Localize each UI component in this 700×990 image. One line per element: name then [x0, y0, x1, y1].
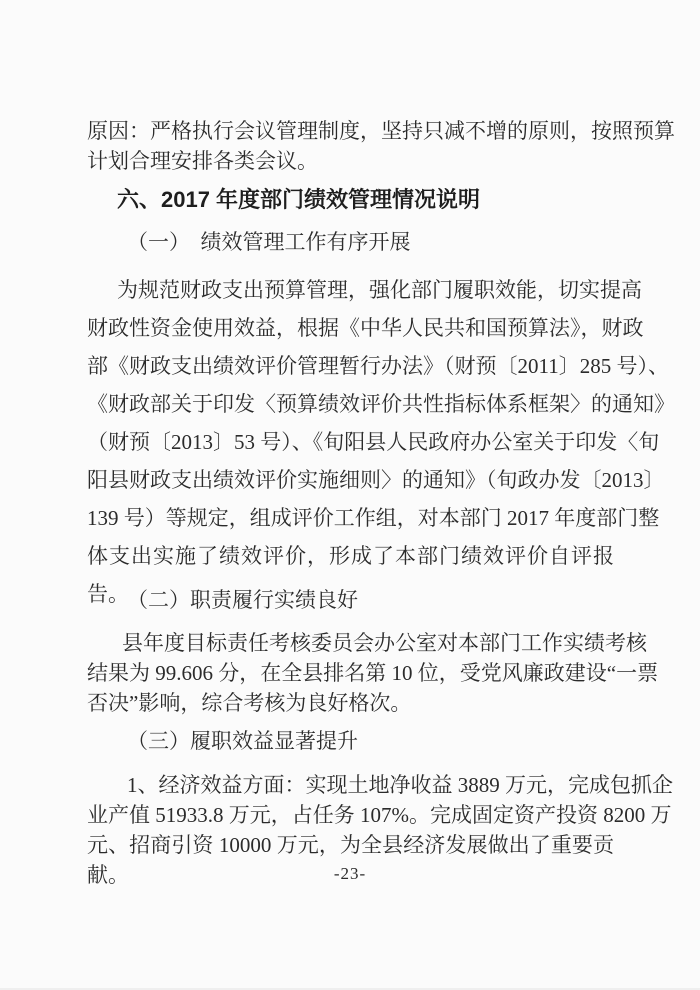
section-heading-performance-management: 六、2017 年度部门绩效管理情况说明 — [117, 187, 481, 212]
text-line: 计划合理安排各类会议。 — [87, 149, 318, 173]
paragraph-evaluation-basis — [87, 271, 675, 613]
text-line: （财预〔2013〕53 号）、《旬阳县人民政府办公室关于印发〈旬 — [87, 430, 660, 454]
text-line: 原因：严格执行会议管理制度，坚持只减不增的原则，按照预算 — [87, 119, 675, 143]
text-line: 体支出实施了绩效评价，形成了本部门绩效评价自评报告。 — [87, 544, 614, 606]
text-line: 财政性资金使用效益，根据《中华人民共和国预算法》，财政 — [87, 316, 644, 340]
paragraph-conference-reason — [87, 116, 675, 176]
text-line: 阳县财政支出绩效评价实施细则〉的通知》（旬政办发〔2013〕 — [87, 468, 665, 492]
text-line: 部《财政支出绩效评价管理暂行办法》（财预〔2011〕285 号）、 — [87, 354, 669, 378]
page-number: -23- — [333, 864, 367, 883]
text-line: 1、经济效益方面：实现土地净收益 3889 万元，完成包抓企 — [127, 773, 673, 797]
text-line: 《财政部关于印发〈预算绩效评价共性指标体系框架〉的通知》 — [87, 392, 675, 416]
text-line: 139 号）等规定，组成评价工作组，对本部门 2017 年度部门整 — [87, 506, 660, 530]
text-line: 县年度目标责任考核委员会办公室对本部门工作实绩考核 — [122, 631, 647, 655]
text-line: 否决”影响，综合考核为良好格次。 — [87, 691, 412, 715]
text-line: 结果为 99.606 分，在全县排名第 10 位，受党风廉政建设“一票 — [87, 661, 659, 685]
subsection-heading-one: （一） 绩效管理工作有序开展 — [127, 230, 411, 254]
subsection-heading-three: （三）履职效益显著提升 — [127, 729, 358, 753]
text-line: 元、招商引资 10000 万元，为全县经济发展做出了重要贡献。 — [87, 833, 614, 887]
text-line: 业产值 51933.8 万元，占任务 107%。完成固定资产投资 8200 万 — [87, 803, 672, 827]
text-line: 为规范财政支出预算管理，强化部门履职效能，切实提高 — [117, 278, 642, 302]
paragraph-duty-performance — [87, 628, 659, 718]
subsection-heading-two: （二）职责履行实绩良好 — [127, 588, 358, 612]
